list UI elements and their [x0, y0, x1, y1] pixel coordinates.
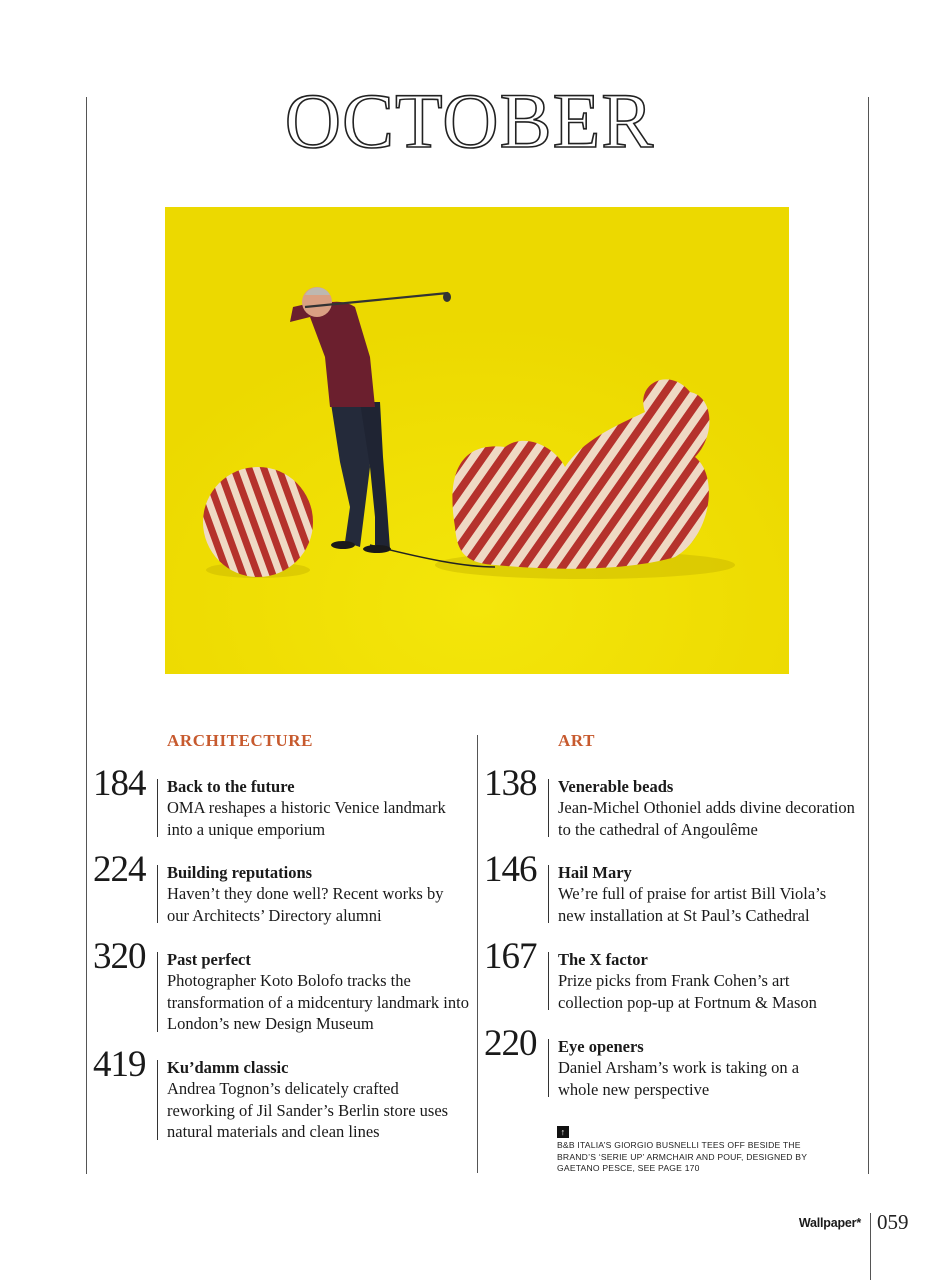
entry-description: We’re full of praise for artist Bill Viola’s new installation at St Paul’s Cathedral [558, 884, 827, 925]
entry-description: Jean-Michel Othoniel adds divine decoration to the cathedral of Angoulême [558, 798, 855, 839]
page-number: 419 [93, 1044, 146, 1085]
toc-entry[interactable] [484, 849, 878, 926]
section-heading-art: ART [558, 731, 596, 750]
entry-headline: Back to the future [167, 777, 295, 796]
toc-entry[interactable] [93, 849, 487, 926]
entry-description: Andrea Tognon’s delicately crafted reworking of Jil Sander’s Berlin store uses natural materials and clean lines [167, 1079, 449, 1141]
folio-page-number: 059 [877, 1210, 909, 1234]
feature-photo [165, 207, 789, 674]
toc-entry[interactable] [484, 936, 878, 1013]
entry-headline: Building reputations [167, 863, 313, 882]
arrow-up-icon: ↑ [557, 1126, 569, 1138]
entry-description: Prize picks from Frank Cohen’s art collection pop-up at Fortnum & Mason [558, 971, 817, 1012]
photo-caption [557, 1126, 817, 1175]
pouf [203, 467, 313, 577]
entry-headline: The X factor [558, 950, 648, 969]
entry-headline: Past perfect [167, 950, 251, 969]
entry-description: Haven’t they done well? Recent works by our Architects’ Directory alumni [167, 884, 444, 925]
page-number: 320 [93, 936, 146, 977]
page-number: 167 [484, 936, 537, 977]
folio-divider [870, 1213, 871, 1280]
page-title: OCTOBER [284, 77, 655, 164]
entry-headline: Hail Mary [558, 863, 632, 882]
page-number: 138 [484, 763, 537, 804]
entry-headline: Venerable beads [558, 777, 674, 796]
brand-logo: Wallpaper* [798, 1216, 861, 1230]
entry-headline: Eye openers [558, 1037, 644, 1056]
entry-description: OMA reshapes a historic Venice landmark into a unique emporium [167, 798, 446, 839]
entry-description: Photographer Koto Bolofo tracks the transformation of a midcentury landmark into London’s new Design Museum [167, 971, 469, 1033]
golfer-with-armchair-illustration [165, 207, 789, 674]
entry-description: Daniel Arsham’s work is taking on a whole new perspective [558, 1058, 800, 1099]
page-number: 184 [93, 763, 146, 804]
toc-entry[interactable] [93, 763, 487, 840]
caption-text: B&B ITALIA’S GIORGIO BUSNELLI TEES OFF BESIDE THE BRAND’S ‘SERIE UP’ ARMCHAIR AND POUF, DESIGNED BY GAETANO PESCE, SEE PAGE 170 [557, 1140, 807, 1173]
page-number: 146 [484, 849, 537, 890]
section-heading-architecture: ARCHITECTURE [167, 731, 314, 750]
page-number: 220 [484, 1023, 537, 1064]
toc-entry[interactable] [484, 1023, 878, 1100]
left-margin-rule [86, 97, 87, 1174]
toc-entry[interactable] [93, 1044, 487, 1143]
toc-entry[interactable] [93, 936, 487, 1035]
page-number: 224 [93, 849, 146, 890]
entry-headline: Ku’damm classic [167, 1058, 289, 1077]
toc-entry[interactable] [484, 763, 878, 840]
